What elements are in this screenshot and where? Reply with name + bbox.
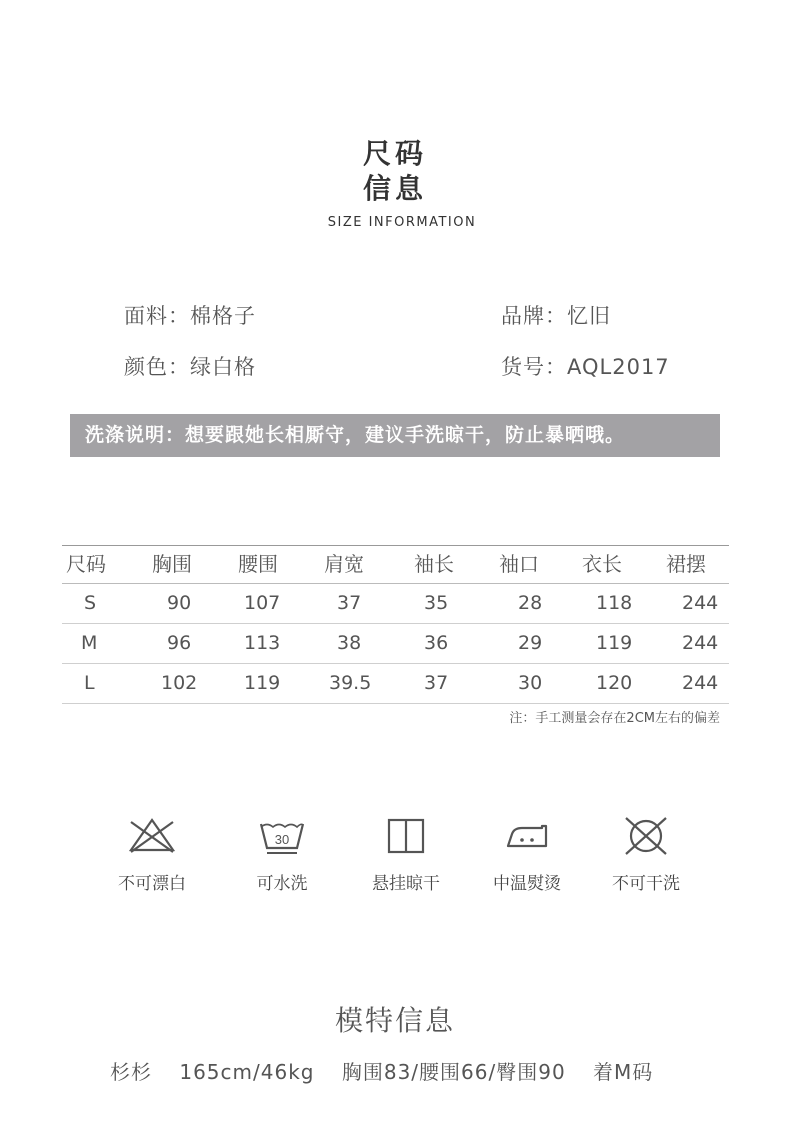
- header-cell: 袖口: [499, 552, 539, 576]
- table-cell: M: [81, 632, 98, 654]
- model-height-weight: 165cm/46kg: [179, 1060, 315, 1084]
- table-cell: 120: [596, 672, 633, 694]
- header-cell: 衣长: [582, 552, 622, 576]
- page-title-line1: 尺码: [362, 137, 427, 170]
- measurement-note: 注：手工测量会存在2CM左右的偏差: [509, 711, 720, 726]
- table-cell: L: [84, 672, 95, 694]
- care-label: 不可干洗: [612, 874, 680, 894]
- table-cell: 244: [682, 592, 719, 614]
- machine-wash-30-icon: [257, 816, 307, 856]
- page-subtitle: SIZE INFORMATION: [327, 215, 477, 230]
- no-bleach-icon: [127, 816, 177, 856]
- page-title-line2: 信息: [362, 172, 427, 205]
- color-info: 颜色：绿白格: [124, 355, 256, 379]
- table-row: [62, 664, 729, 704]
- table-cell: 38: [337, 632, 362, 654]
- model-size-worn: 着M码: [593, 1060, 654, 1084]
- table-cell: 102: [161, 672, 198, 694]
- table-cell: 119: [244, 672, 281, 694]
- care-item-hang-dry: [356, 816, 456, 894]
- care-label: 中温熨烫: [493, 874, 561, 894]
- no-dry-clean-icon: [621, 816, 671, 856]
- table-cell: 37: [424, 672, 449, 694]
- size-table-header: [62, 546, 729, 584]
- table-cell: 29: [518, 632, 543, 654]
- table-cell: 118: [596, 592, 633, 614]
- header-cell: 肩宽: [324, 552, 364, 576]
- header-cell: 胸围: [152, 552, 192, 576]
- model-info-line: [110, 1056, 673, 1085]
- table-cell: 244: [682, 632, 719, 654]
- care-item-no-bleach: [102, 816, 202, 894]
- care-label: 不可漂白: [118, 874, 186, 894]
- item-number-info: 货号：AQL2017: [501, 355, 670, 379]
- table-cell: 30: [518, 672, 543, 694]
- size-table: [62, 545, 729, 704]
- table-cell: 119: [596, 632, 633, 654]
- table-cell: 90: [167, 592, 192, 614]
- care-item-iron: [477, 816, 577, 894]
- care-label: 悬挂晾干: [372, 874, 440, 894]
- care-label: 可水洗: [256, 874, 308, 894]
- table-cell: S: [84, 592, 97, 614]
- table-cell: 113: [244, 632, 281, 654]
- hang-dry-icon: [381, 816, 431, 856]
- care-item-wash: [232, 816, 332, 894]
- brand-info: 品牌：忆旧: [501, 304, 611, 328]
- header-cell: 腰围: [238, 552, 278, 576]
- table-row: [62, 584, 729, 624]
- table-cell: 35: [424, 592, 449, 614]
- table-row: [62, 624, 729, 664]
- care-item-no-dry-clean: [596, 816, 696, 894]
- model-measurements: 胸围83/腰围66/臀围90: [341, 1060, 566, 1084]
- table-cell: 39.5: [329, 672, 372, 694]
- table-cell: 244: [682, 672, 719, 694]
- table-cell: 37: [337, 592, 362, 614]
- header-cell: 尺码: [66, 552, 106, 576]
- table-cell: 36: [424, 632, 449, 654]
- header-cell: 袖长: [414, 552, 454, 576]
- model-name: 杉杉: [110, 1060, 152, 1084]
- model-info-title: 模特信息: [334, 1004, 455, 1037]
- table-cell: 107: [244, 592, 281, 614]
- table-cell: 28: [518, 592, 543, 614]
- iron-medium-icon: [502, 816, 552, 856]
- wash-instruction-banner: 洗涤说明：想要跟她长相厮守，建议手洗晾干，防止暴晒哦。: [70, 414, 720, 457]
- header-cell: 裙摆: [666, 552, 706, 576]
- wash-temperature: 30: [274, 832, 290, 847]
- fabric-info: 面料：棉格子: [124, 304, 256, 328]
- table-cell: 96: [167, 632, 192, 654]
